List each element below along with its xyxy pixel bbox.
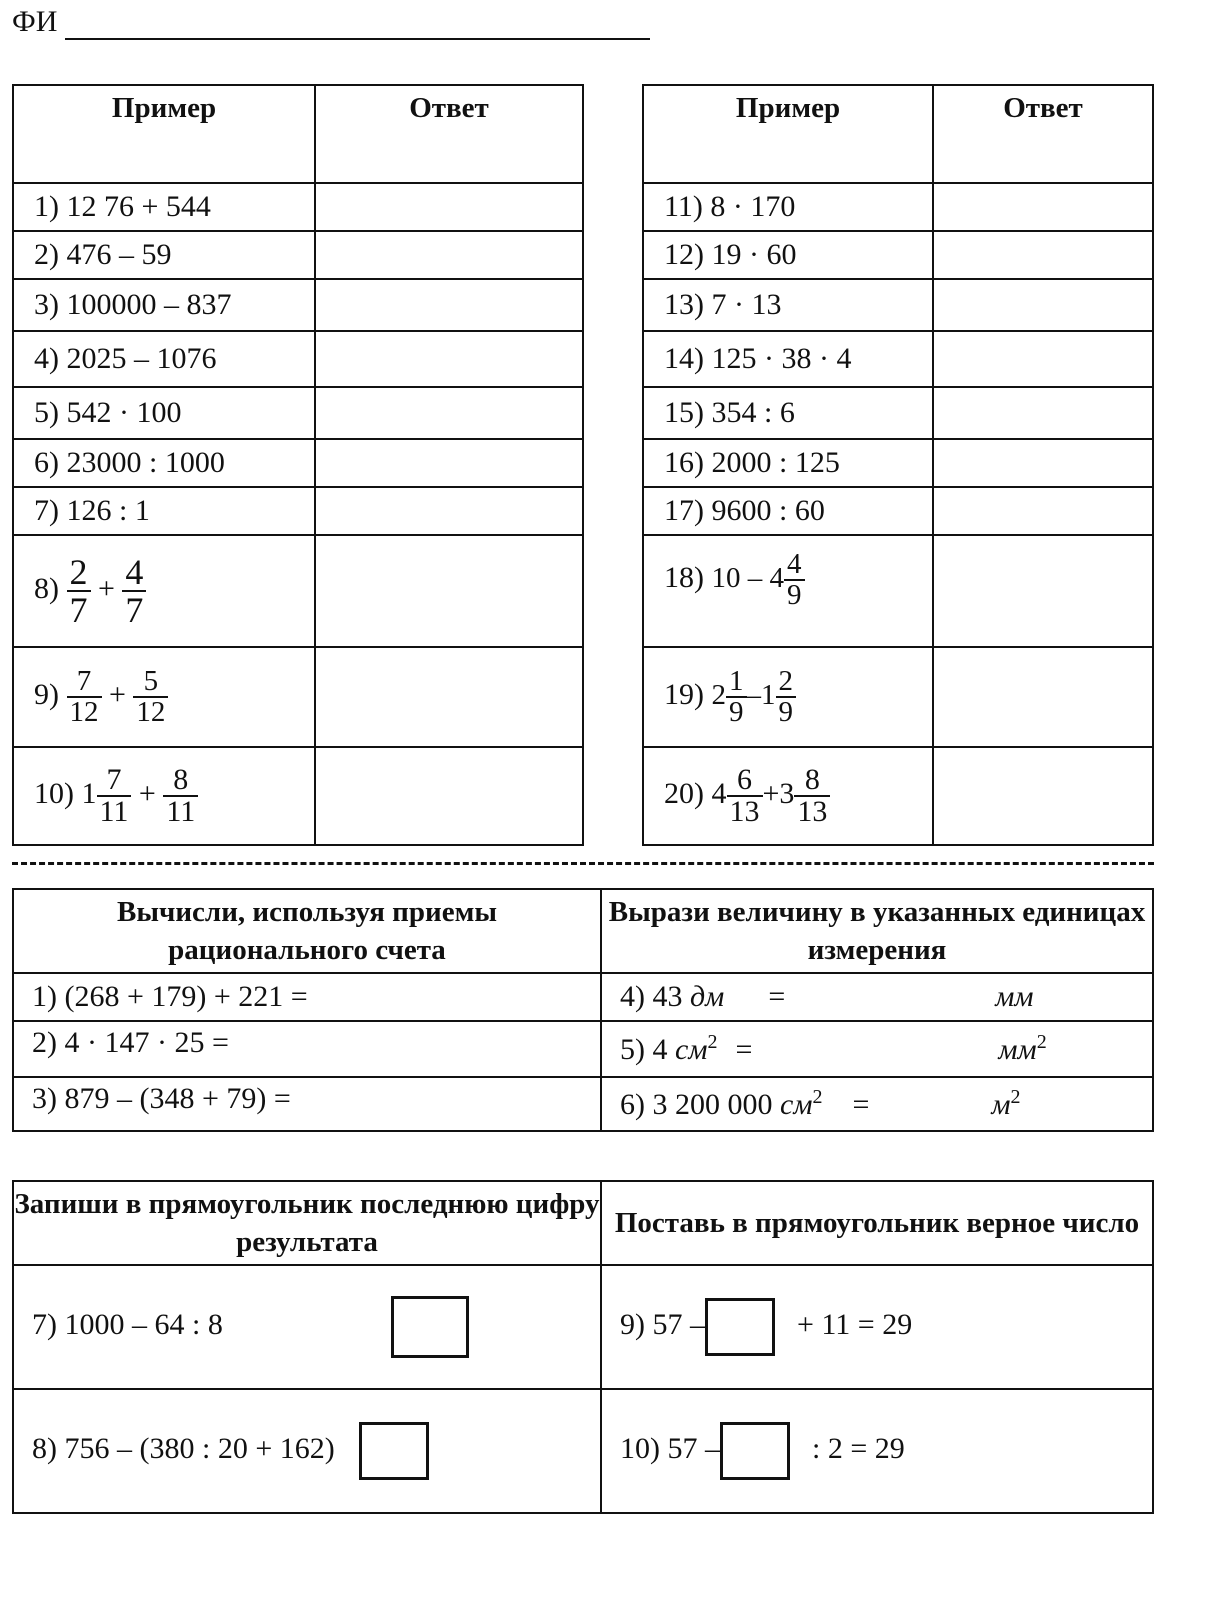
example-9: [13, 647, 315, 747]
answer-cell-1[interactable]: [315, 183, 583, 231]
example-6: 6) 23000 : 1000: [13, 439, 315, 487]
example-1: 1) 12 76 + 544: [13, 183, 315, 231]
answer-cell-15[interactable]: [933, 387, 1153, 439]
task-expression: 8) 756 – (380 : 20 + 162): [32, 1431, 335, 1465]
fraction: $\frac{4}{7}$: [122, 554, 146, 628]
example-13: 13) 7 · 13: [643, 279, 933, 331]
example-15: 15) 354 : 6: [643, 387, 933, 439]
example-5: 5) 542 · 100: [13, 387, 315, 439]
task-lead: 6) 3 200 000: [620, 1088, 780, 1121]
fraction: $\frac{2}{7}$: [67, 554, 91, 628]
operator: +: [98, 571, 115, 605]
examples-table-left: [12, 84, 584, 846]
rational-task-3: 3) 879 – (348 + 79) =: [13, 1077, 601, 1131]
answer-box[interactable]: [359, 1422, 429, 1480]
unit-to: мм: [998, 1033, 1037, 1066]
example-number: 20): [664, 776, 704, 810]
answer-cell-14[interactable]: [933, 331, 1153, 387]
task-lead: 5) 4: [620, 1033, 675, 1066]
unit-from: см: [675, 1033, 708, 1066]
col-example-header: Пример: [643, 85, 933, 183]
answer-cell-2[interactable]: [315, 231, 583, 279]
answer-cell-9[interactable]: [315, 647, 583, 747]
example-20: [643, 747, 933, 845]
answer-cell-10[interactable]: [315, 747, 583, 845]
example-14: 14) 125 · 38 · 4: [643, 331, 933, 387]
example-16: 16) 2000 : 125: [643, 439, 933, 487]
unit-from: см: [780, 1088, 813, 1121]
example-19: [643, 647, 933, 747]
fi-label: ФИ: [12, 5, 58, 38]
fill-number-header: Поставь в прямоугольник верное число: [601, 1181, 1153, 1265]
examples-table-right: [642, 84, 1154, 846]
col-answer-header: Ответ: [315, 85, 583, 183]
example-11: 11) 8 · 170: [643, 183, 933, 231]
rational-and-units-table: [12, 888, 1154, 1132]
last-digit-and-fill-table: [12, 1180, 1154, 1514]
equals: =: [852, 1088, 870, 1121]
example-number: 9): [34, 677, 59, 711]
operator: +3: [762, 776, 795, 810]
fraction: $\frac{4}{9}$: [784, 550, 805, 610]
whole-part: 4: [711, 776, 727, 810]
unit-power: 2: [707, 1031, 718, 1053]
last-digit-task-8: [13, 1389, 601, 1513]
fill-task-10: [601, 1389, 1153, 1513]
example-3: 3) 100000 – 837: [13, 279, 315, 331]
example-12: 12) 19 · 60: [643, 231, 933, 279]
units-task-4: [601, 973, 1153, 1021]
name-line[interactable]: [65, 38, 650, 40]
answer-cell-12[interactable]: [933, 231, 1153, 279]
task-expression-start: 9) 57 –: [620, 1307, 705, 1341]
answer-cell-5[interactable]: [315, 387, 583, 439]
example-8: [13, 535, 315, 647]
answer-cell-7[interactable]: [315, 487, 583, 535]
whole-part: 2: [711, 678, 726, 711]
fraction: $\frac{7}{11}$: [97, 765, 132, 827]
unit-from: дм: [690, 980, 725, 1013]
units-task-6: [601, 1077, 1153, 1131]
task-lead: 4) 43: [620, 980, 690, 1013]
example-18: [643, 535, 933, 647]
task-expression-end: + 11 = 29: [797, 1307, 913, 1341]
task-expression: 7) 1000 – 64 : 8: [32, 1307, 223, 1341]
answer-cell-13[interactable]: [933, 279, 1153, 331]
example-number: 8): [34, 571, 59, 605]
answer-cell-19[interactable]: [933, 647, 1153, 747]
unit-power: 2: [1036, 1031, 1047, 1053]
example-2: 2) 476 – 59: [13, 231, 315, 279]
fraction: $\frac{2}{9}$: [776, 667, 797, 727]
operator: +: [138, 776, 156, 810]
operator: +: [109, 677, 126, 711]
last-digit-header: Запиши в прямоугольник последнюю цифру результата: [13, 1181, 601, 1265]
fraction: $\frac{5}{12}$: [133, 667, 168, 727]
fraction: $\frac{1}{9}$: [726, 667, 747, 727]
unit-power: 2: [812, 1086, 823, 1108]
expression-prefix: 10 – 4: [711, 561, 784, 594]
answer-cell-4[interactable]: [315, 331, 583, 387]
col-example-header: Пример: [13, 85, 315, 183]
fraction: $\frac{6}{13}$: [727, 765, 763, 827]
whole-part: 1: [81, 776, 97, 810]
example-number: 18): [664, 560, 704, 594]
answer-cell-18[interactable]: [933, 535, 1153, 647]
task-expression-end: : 2 = 29: [812, 1431, 905, 1465]
rational-task-1: 1) (268 + 179) + 221 =: [13, 973, 601, 1021]
example-number: 10): [34, 776, 74, 810]
answer-box[interactable]: [705, 1298, 775, 1356]
fraction: $\frac{7}{12}$: [67, 667, 102, 727]
operator: –1: [746, 678, 776, 711]
last-digit-task-7: [13, 1265, 601, 1389]
example-number: 19): [664, 677, 704, 711]
answer-box[interactable]: [720, 1422, 790, 1480]
unit-to: м: [991, 1088, 1011, 1121]
units-task-5: [601, 1021, 1153, 1077]
fraction: $\frac{8}{11}$: [163, 765, 198, 827]
example-17: 17) 9600 : 60: [643, 487, 933, 535]
answer-cell-20[interactable]: [933, 747, 1153, 845]
answer-cell-8[interactable]: [315, 535, 583, 647]
task-expression-start: 10) 57 –: [620, 1431, 720, 1465]
col-answer-header: Ответ: [933, 85, 1153, 183]
equals: =: [735, 1033, 753, 1066]
cut-line: [12, 862, 1154, 865]
rational-header: Вычисли, используя приемы рационального счета: [13, 889, 601, 973]
answer-cell-6[interactable]: [315, 439, 583, 487]
unit-to: мм: [995, 980, 1034, 1013]
answer-cell-3[interactable]: [315, 279, 583, 331]
example-10: [13, 747, 315, 845]
equals: =: [768, 980, 786, 1013]
answer-cell-17[interactable]: [933, 487, 1153, 535]
answer-box[interactable]: [391, 1296, 469, 1358]
units-header: Вырази величину в указанных единицах измерения: [601, 889, 1153, 973]
answer-cell-11[interactable]: [933, 183, 1153, 231]
fill-task-9: [601, 1265, 1153, 1389]
fraction: $\frac{8}{13}$: [794, 765, 830, 827]
example-4: 4) 2025 – 1076: [13, 331, 315, 387]
answer-cell-16[interactable]: [933, 439, 1153, 487]
example-7: 7) 126 : 1: [13, 487, 315, 535]
unit-power: 2: [1010, 1086, 1021, 1108]
rational-task-2: 2) 4 · 147 · 25 =: [13, 1021, 601, 1077]
